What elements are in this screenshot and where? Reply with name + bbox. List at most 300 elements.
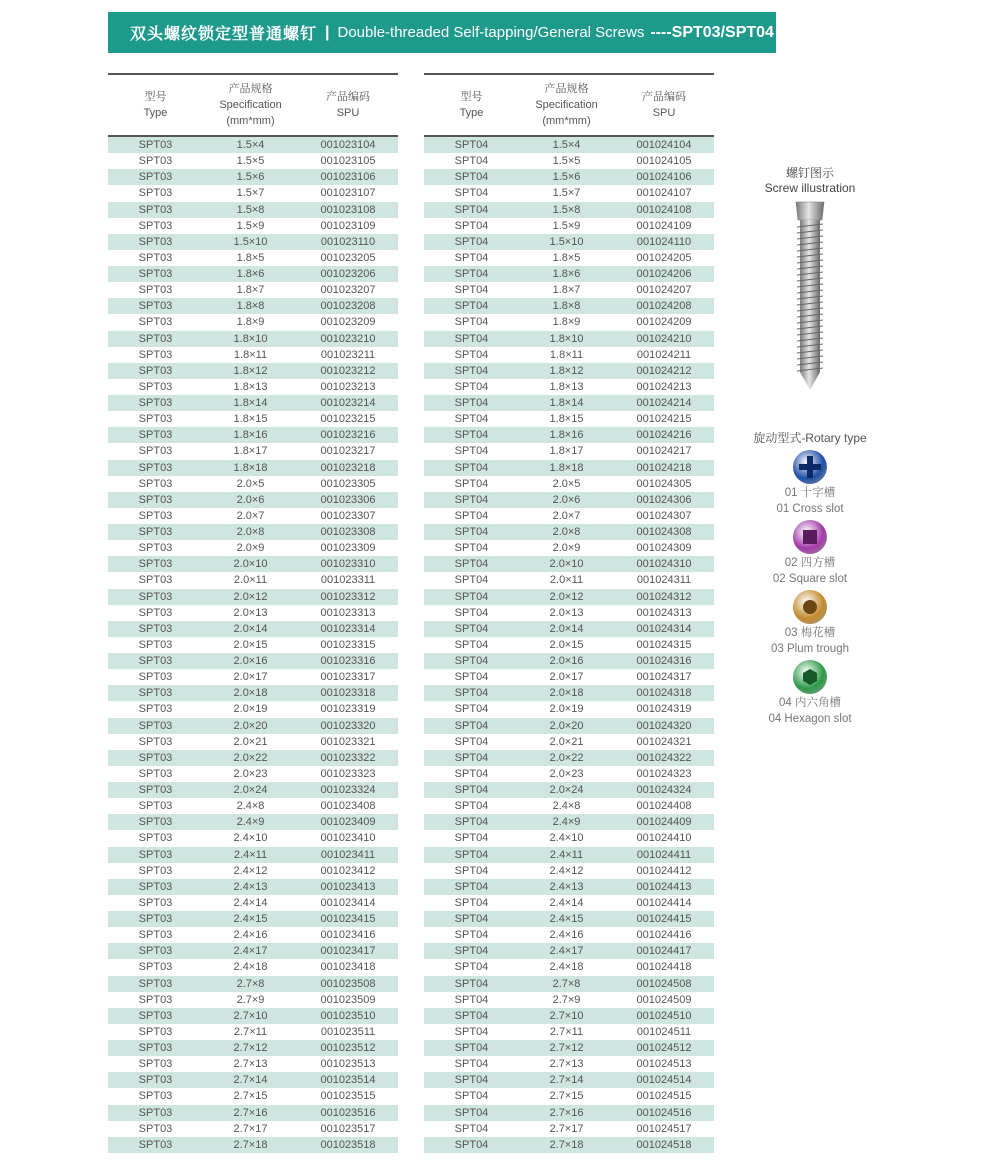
- cell-spu: 001023320: [320, 719, 376, 732]
- cell-spu: 001023513: [320, 1058, 376, 1071]
- table-row: [108, 605, 398, 621]
- cell-type: SPT03: [138, 913, 173, 926]
- cell-spec: 2.0×15: [549, 638, 584, 651]
- cell-spec: 1.5×10: [233, 235, 268, 248]
- cell-spec: 2.0×8: [552, 526, 581, 539]
- rotary-slot-label-en: 04 Hexagon slot: [768, 713, 852, 725]
- cell-spec: 2.4×15: [233, 913, 268, 926]
- cell-spec: 2.7×8: [552, 977, 581, 990]
- cell-spu: 001023408: [320, 800, 376, 813]
- cell-spec: 1.8×15: [233, 413, 268, 426]
- cell-spu: 001024317: [636, 671, 692, 684]
- col-spec-header: 产品规格 Specification (mm*mm): [219, 83, 282, 127]
- cell-spec: 2.4×8: [552, 800, 581, 813]
- cell-type: SPT03: [138, 397, 173, 410]
- table-row: [108, 169, 398, 185]
- cell-type: SPT04: [454, 461, 489, 474]
- cell-type: SPT03: [138, 961, 173, 974]
- table-row: [424, 540, 714, 556]
- table-row: [424, 266, 714, 282]
- plum-slot-icon: [793, 590, 827, 624]
- cell-spu: 001024309: [636, 542, 692, 555]
- table-row: [108, 314, 398, 330]
- cell-spec: 2.4×9: [236, 816, 265, 829]
- cell-spu: 001024323: [636, 767, 692, 780]
- cell-type: SPT04: [454, 767, 489, 780]
- cell-type: SPT03: [138, 929, 173, 942]
- cell-spu: 001023324: [320, 784, 376, 797]
- cell-spec: 1.8×18: [549, 461, 584, 474]
- cell-type: SPT04: [454, 1090, 489, 1103]
- table-row: [424, 379, 714, 395]
- cell-spu: 001023516: [320, 1106, 376, 1119]
- cell-spec: 2.0×19: [233, 703, 268, 716]
- cell-type: SPT04: [454, 364, 489, 377]
- cell-type: SPT04: [454, 316, 489, 329]
- cell-type: SPT03: [138, 638, 173, 651]
- cell-type: SPT04: [454, 1058, 489, 1071]
- cell-spec: 2.0×12: [549, 590, 584, 603]
- cell-type: SPT04: [454, 848, 489, 861]
- cell-spu: 001023205: [320, 251, 376, 264]
- cell-type: SPT03: [138, 380, 173, 393]
- cell-spu: 001024518: [636, 1138, 692, 1151]
- cell-type: SPT04: [454, 945, 489, 958]
- cell-spec: 2.4×10: [549, 832, 584, 845]
- cell-type: SPT04: [454, 235, 489, 248]
- table-row: [108, 298, 398, 314]
- cell-spu: 001023314: [320, 622, 376, 635]
- cell-spec: 1.5×9: [236, 219, 265, 232]
- cell-spec: 2.4×12: [233, 864, 268, 877]
- table-row: [108, 250, 398, 266]
- cell-type: SPT03: [138, 977, 173, 990]
- cell-type: SPT03: [138, 896, 173, 909]
- cell-type: SPT04: [454, 1074, 489, 1087]
- cell-spu: 001024105: [636, 155, 692, 168]
- cell-type: SPT04: [454, 171, 489, 184]
- cell-type: SPT03: [138, 139, 173, 152]
- cell-spu: 001023412: [320, 864, 376, 877]
- cell-spu: 001024416: [636, 929, 692, 942]
- cell-spu: 001023316: [320, 655, 376, 668]
- cell-spec: 2.0×20: [233, 719, 268, 732]
- cell-spu: 001024516: [636, 1106, 692, 1119]
- cell-type: SPT04: [454, 1009, 489, 1022]
- table-row: [424, 1137, 714, 1153]
- cell-spu: 001024212: [636, 364, 692, 377]
- table-row: [424, 637, 714, 653]
- cell-type: SPT04: [454, 896, 489, 909]
- cell-spec: 1.5×6: [236, 171, 265, 184]
- cell-spec: 1.5×7: [236, 187, 265, 200]
- cell-spec: 2.0×16: [549, 655, 584, 668]
- cell-spu: 001024517: [636, 1122, 692, 1135]
- table-row: [424, 331, 714, 347]
- table-body: [424, 137, 714, 1153]
- cross-slot-icon: [793, 450, 827, 484]
- cell-spec: 2.4×18: [233, 961, 268, 974]
- table-row: [424, 185, 714, 201]
- cell-spec: 2.0×8: [236, 526, 265, 539]
- cell-spu: 001024315: [636, 638, 692, 651]
- cell-type: SPT03: [138, 945, 173, 958]
- cell-spu: 001023415: [320, 913, 376, 926]
- cell-spu: 001023410: [320, 832, 376, 845]
- cell-type: SPT04: [454, 219, 489, 232]
- cell-type: SPT04: [454, 816, 489, 829]
- table-row: [108, 1072, 398, 1088]
- cell-spu: 001023306: [320, 493, 376, 506]
- cell-type: SPT04: [454, 703, 489, 716]
- cell-spec: 1.8×18: [233, 461, 268, 474]
- table-row: [108, 234, 398, 250]
- title-en: Double-threaded Self-tapping/General Screws: [337, 24, 645, 41]
- table-row: [424, 443, 714, 459]
- cell-spu: 001023217: [320, 445, 376, 458]
- cell-spec: 2.0×22: [233, 751, 268, 764]
- cell-type: SPT03: [138, 800, 173, 813]
- cell-type: SPT03: [138, 574, 173, 587]
- cell-type: SPT03: [138, 1042, 173, 1055]
- cell-spec: 2.7×10: [233, 1009, 268, 1022]
- cell-spu: 001024508: [636, 977, 692, 990]
- cell-spu: 001023411: [320, 848, 376, 861]
- cell-spec: 1.5×8: [552, 203, 581, 216]
- cell-spec: 1.8×14: [233, 397, 268, 410]
- cell-spec: 1.5×7: [552, 187, 581, 200]
- cell-type: SPT03: [138, 526, 173, 539]
- cell-spu: 001024217: [636, 445, 692, 458]
- cell-type: SPT03: [138, 413, 173, 426]
- cell-spec: 2.7×8: [236, 977, 265, 990]
- table-row: [108, 282, 398, 298]
- cell-spec: 1.8×8: [552, 300, 581, 313]
- table-row: [108, 1088, 398, 1104]
- table-row: [424, 1008, 714, 1024]
- cell-spu: 001023418: [320, 961, 376, 974]
- table-row: [424, 782, 714, 798]
- table-row: [108, 524, 398, 540]
- cell-type: SPT04: [454, 687, 489, 700]
- cell-spu: 001024418: [636, 961, 692, 974]
- cell-spu: 001023510: [320, 1009, 376, 1022]
- cell-spu: 001024216: [636, 429, 692, 442]
- cell-type: SPT03: [138, 203, 173, 216]
- cell-spu: 001023511: [320, 1025, 376, 1038]
- table-row: [424, 895, 714, 911]
- table-row: [424, 911, 714, 927]
- cell-type: SPT04: [454, 251, 489, 264]
- cell-spu: 001024108: [636, 203, 692, 216]
- cell-spec: 1.8×10: [233, 332, 268, 345]
- cell-spec: 1.8×8: [236, 300, 265, 313]
- cell-type: SPT04: [454, 477, 489, 490]
- cell-spu: 001023518: [320, 1138, 376, 1151]
- cell-spu: 001023317: [320, 671, 376, 684]
- table-row: [108, 927, 398, 943]
- cell-spec: 2.0×11: [549, 574, 584, 587]
- cell-spu: 001024513: [636, 1058, 692, 1071]
- cell-spu: 001023207: [320, 284, 376, 297]
- cell-spu: 001023322: [320, 751, 376, 764]
- cell-spu: 001024412: [636, 864, 692, 877]
- table-row: [108, 589, 398, 605]
- cell-spu: 001024320: [636, 719, 692, 732]
- table-row: [424, 427, 714, 443]
- cell-type: SPT04: [454, 1138, 489, 1151]
- rotary-slot-item: [748, 520, 872, 586]
- cell-type: SPT03: [138, 284, 173, 297]
- cell-spec: 1.8×14: [549, 397, 584, 410]
- cell-spu: 001024514: [636, 1074, 692, 1087]
- table-row: [108, 766, 398, 782]
- rotary-slot-label-cn: 01 十字槽: [784, 487, 836, 499]
- cell-spu: 001023515: [320, 1090, 376, 1103]
- cell-spu: 001024107: [636, 187, 692, 200]
- cell-spec: 2.0×23: [233, 767, 268, 780]
- cell-spec: 2.0×18: [233, 687, 268, 700]
- rotary-slot-label-en: 02 Square slot: [772, 573, 848, 585]
- cell-type: SPT03: [138, 590, 173, 603]
- table-row: [424, 976, 714, 992]
- cell-spu: 001023209: [320, 316, 376, 329]
- cell-spu: 001024311: [636, 574, 692, 587]
- rotary-slot-label-cn: 02 四方槽: [784, 557, 836, 569]
- cell-type: SPT04: [454, 284, 489, 297]
- cell-type: SPT03: [138, 558, 173, 571]
- table-row: [424, 1024, 714, 1040]
- table-header: [108, 73, 398, 137]
- cell-spec: 2.0×17: [549, 671, 584, 684]
- rotary-slot-item: [748, 450, 872, 516]
- cell-spec: 2.4×16: [233, 929, 268, 942]
- table-row: [108, 959, 398, 975]
- col-type-header: 型号 Type: [459, 91, 484, 119]
- cell-spu: 001023315: [320, 638, 376, 651]
- table-row: [108, 1105, 398, 1121]
- table-row: [108, 153, 398, 169]
- cell-spec: 1.8×11: [549, 348, 584, 361]
- cell-spec: 2.7×18: [549, 1138, 584, 1151]
- table-row: [424, 153, 714, 169]
- cell-spec: 2.4×15: [549, 913, 584, 926]
- cell-spu: 001023110: [320, 235, 376, 248]
- cell-spu: 001024509: [636, 993, 692, 1006]
- rotary-slot-label-cn: 03 梅花槽: [784, 627, 836, 639]
- cell-spec: 2.7×11: [549, 1025, 584, 1038]
- table-row: [108, 492, 398, 508]
- cell-type: SPT03: [138, 268, 173, 281]
- table-row: [108, 798, 398, 814]
- cell-spec: 1.8×12: [233, 364, 268, 377]
- cell-spu: 001023413: [320, 880, 376, 893]
- cell-spec: 2.0×14: [549, 622, 584, 635]
- cell-spec: 2.4×17: [233, 945, 268, 958]
- cell-type: SPT04: [454, 590, 489, 603]
- cell-spu: 001024310: [636, 558, 692, 571]
- cell-spec: 2.0×7: [236, 509, 265, 522]
- table-header: [424, 73, 714, 137]
- table-row: [424, 1105, 714, 1121]
- cell-spu: 001024308: [636, 526, 692, 539]
- cell-type: SPT03: [138, 477, 173, 490]
- cell-spec: 2.4×17: [549, 945, 584, 958]
- cell-type: SPT04: [454, 332, 489, 345]
- cell-spu: 001023409: [320, 816, 376, 829]
- cell-spec: 2.7×13: [549, 1058, 584, 1071]
- cell-type: SPT04: [454, 606, 489, 619]
- cell-spu: 001023109: [320, 219, 376, 232]
- table-body: [108, 137, 398, 1153]
- table-row: [108, 347, 398, 363]
- cell-spu: 001023512: [320, 1042, 376, 1055]
- cell-spec: 1.5×4: [236, 139, 265, 152]
- cell-spu: 001023323: [320, 767, 376, 780]
- cell-spu: 001023208: [320, 300, 376, 313]
- screw-caption-en: Screw illustration: [764, 181, 856, 195]
- cell-type: SPT03: [138, 332, 173, 345]
- cell-spu: 001024211: [636, 348, 692, 361]
- table-row: [424, 1121, 714, 1137]
- cell-spu: 001024104: [636, 139, 692, 152]
- cell-type: SPT04: [454, 655, 489, 668]
- cell-spu: 001024306: [636, 493, 692, 506]
- cell-spu: 001024106: [636, 171, 692, 184]
- spec-table-spt04: [424, 73, 714, 1153]
- table-row: [108, 895, 398, 911]
- cell-spec: 1.8×6: [236, 268, 265, 281]
- table-row: [424, 508, 714, 524]
- cell-spu: 001024318: [636, 687, 692, 700]
- table-row: [424, 992, 714, 1008]
- cell-spu: 001023321: [320, 735, 376, 748]
- cell-spec: 2.0×13: [549, 606, 584, 619]
- cell-type: SPT04: [454, 719, 489, 732]
- cell-spu: 001023214: [320, 397, 376, 410]
- cell-spu: 001023318: [320, 687, 376, 700]
- table-row: [108, 847, 398, 863]
- table-row: [424, 524, 714, 540]
- cell-type: SPT03: [138, 864, 173, 877]
- table-row: [424, 492, 714, 508]
- cell-type: SPT04: [454, 880, 489, 893]
- cell-spec: 2.0×20: [549, 719, 584, 732]
- cell-spu: 001023514: [320, 1074, 376, 1087]
- cell-spec: 2.7×18: [233, 1138, 268, 1151]
- cell-spec: 2.7×9: [236, 993, 265, 1006]
- cell-spec: 2.0×24: [233, 784, 268, 797]
- cell-type: SPT03: [138, 655, 173, 668]
- cell-spu: 001024321: [636, 735, 692, 748]
- cell-spec: 1.5×6: [552, 171, 581, 184]
- table-row: [424, 830, 714, 846]
- table-row: [108, 750, 398, 766]
- table-row: [424, 234, 714, 250]
- cell-spec: 2.0×7: [552, 509, 581, 522]
- table-row: [424, 169, 714, 185]
- cell-spu: 001023309: [320, 542, 376, 555]
- cell-spu: 001024218: [636, 461, 692, 474]
- cell-spu: 001024512: [636, 1042, 692, 1055]
- cell-spec: 1.5×5: [552, 155, 581, 168]
- cell-spu: 001024305: [636, 477, 692, 490]
- table-row: [424, 734, 714, 750]
- cell-type: SPT03: [138, 767, 173, 780]
- spec-table-spt03: [108, 73, 398, 1153]
- cell-type: SPT04: [454, 187, 489, 200]
- cell-spec: 2.7×17: [233, 1122, 268, 1135]
- cell-spec: 2.0×15: [233, 638, 268, 651]
- table-row: [424, 685, 714, 701]
- table-row: [108, 669, 398, 685]
- title-cn: 双头螺纹锁定型普通螺钉: [130, 26, 318, 43]
- cell-type: SPT03: [138, 493, 173, 506]
- title-separator: |: [325, 23, 330, 41]
- cell-type: SPT03: [138, 687, 173, 700]
- table-row: [108, 701, 398, 717]
- cell-spec: 2.0×12: [233, 590, 268, 603]
- cell-type: SPT04: [454, 751, 489, 764]
- table-row: [424, 460, 714, 476]
- cell-spec: 2.0×18: [549, 687, 584, 700]
- cell-type: SPT04: [454, 1106, 489, 1119]
- cell-spu: 001023414: [320, 896, 376, 909]
- table-row: [424, 943, 714, 959]
- table-row: [108, 218, 398, 234]
- table-row: [108, 637, 398, 653]
- table-row: [108, 734, 398, 750]
- table-row: [108, 830, 398, 846]
- cell-spu: 001024413: [636, 880, 692, 893]
- table-row: [108, 718, 398, 734]
- cell-spec: 2.0×11: [233, 574, 268, 587]
- table-row: [424, 847, 714, 863]
- cell-type: SPT03: [138, 606, 173, 619]
- cell-spec: 2.4×10: [233, 832, 268, 845]
- cell-spu: 001024411: [636, 848, 692, 861]
- cell-type: SPT03: [138, 364, 173, 377]
- table-row: [108, 411, 398, 427]
- cell-spec: 2.0×10: [549, 558, 584, 571]
- cell-spec: 2.0×9: [552, 542, 581, 555]
- table-row: [424, 766, 714, 782]
- cell-spu: 001024322: [636, 751, 692, 764]
- cell-type: SPT04: [454, 155, 489, 168]
- cell-type: SPT03: [138, 1090, 173, 1103]
- cell-type: SPT04: [454, 1122, 489, 1135]
- table-row: [108, 1056, 398, 1072]
- cell-spu: 001024510: [636, 1009, 692, 1022]
- cell-type: SPT03: [138, 1025, 173, 1038]
- table-row: [108, 331, 398, 347]
- table-row: [424, 621, 714, 637]
- table-row: [108, 508, 398, 524]
- table-row: [108, 363, 398, 379]
- table-row: [108, 540, 398, 556]
- table-row: [424, 218, 714, 234]
- square-slot-icon: [793, 520, 827, 554]
- cell-type: SPT03: [138, 1074, 173, 1087]
- cell-type: SPT04: [454, 509, 489, 522]
- cell-spec: 2.0×21: [233, 735, 268, 748]
- table-row: [108, 1008, 398, 1024]
- table-row: [424, 750, 714, 766]
- cell-spec: 1.8×5: [236, 251, 265, 264]
- cell-spec: 2.4×11: [233, 848, 268, 861]
- table-row: [108, 879, 398, 895]
- cell-spu: 001023213: [320, 380, 376, 393]
